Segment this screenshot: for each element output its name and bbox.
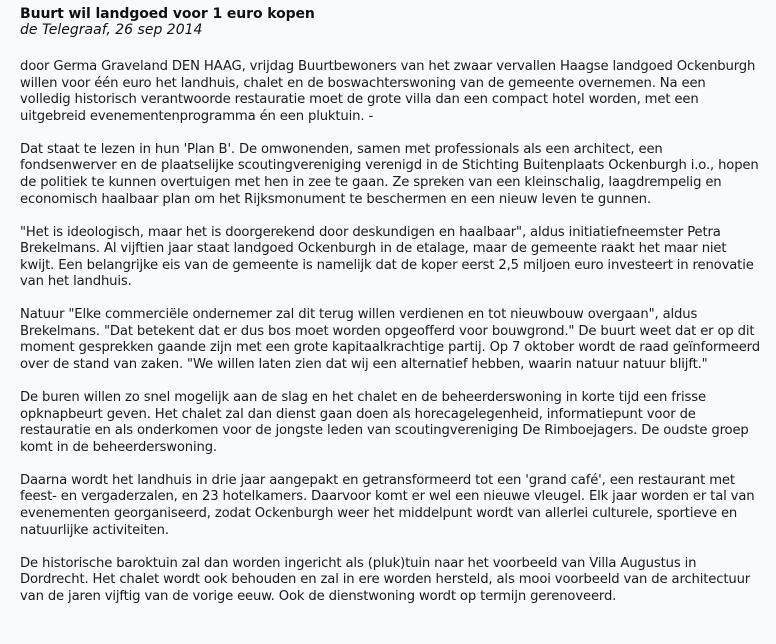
article-paragraph-6: Daarna wordt het landhuis in drie jaar aangepakt en getransformeerd tot een 'grand café', een restaurant met feest- en vergaderzalen, en 23 hotelkamers. Daarvoor komt er wel een nieuwe vleugel. Elk jaar worden er tal van evenementen georganiseerd, zodat Ockenburgh weer het middelpunt wordt van allerlei culturele, sportieve en natuurlijke activiteiten. bbox=[20, 472, 755, 538]
article-paragraph-5: De buren willen zo snel mogelijk aan de slag en het chalet en de beheerderswoning in korte tijd een frisse opknapbeurt geven. Het chalet zal dan dienst gaan doen als horecagelegenheid, informatiepunt voor de restauratie en als onderkomen voor de jongste leden van scoutingvereniging De Rimboejagers. De oudste groep komt in de beheerderswoning. bbox=[20, 390, 749, 455]
article-paragraph-4: Natuur "Elke commerciële ondernemer zal dit terug willen verdienen en tot nieuwbouw overgaan", aldus Brekelmans. "Dat betekent dat er dus bos moet worden opgeofferd voor bouwgrond." De buurt weet dat er op dit moment gesprekken gaande zijn met een grote kapitaalkrachtige partij. Op 7 oktober wordt de raad geïnformeerd over de stand van zaken. "We willen laten zien dat wij een alternatief hebben, waarin natuur natuur blijft." bbox=[20, 307, 760, 373]
article-byline: de Telegraaf, 26 sep 2014 bbox=[20, 22, 203, 38]
article-paragraph-2: Dat staat te lezen in hun 'Plan B'. De omwonenden, samen met professionals als een architect, een fondsenwerver en de plaatselijke scoutingvereniging verenigd in de Stichting Buitenplaats Ockenburgh i.o., hopen de politiek te kunnen overtuigen met hen in zee te gaan. Ze spreken van een kleinschalig, laagdrempelig en economisch haalbaar plan om het Rijksmonument te beschermen en een nieuw leven te gunnen. bbox=[20, 141, 759, 207]
article-paragraph-7: De historische baroktuin zal dan worden ingericht als (pluk)tuin naar het voorbeeld van Villa Augustus in Dordrecht. Het chalet wordt ook behouden en zal in ere worden hersteld, als mooi voorbeeld van de architectuur van de jaren vijftig van de vorige eeuw. Ook de dienstwoning wordt op termijn gerenoveerd. bbox=[20, 555, 751, 604]
article-paragraph-3: "Het is ideologisch, maar het is doorgerekend door deskundigen en haalbaar", aldus initiatiefneemster Petra Brekelmans. Al vijftien jaar staat landgoed Ockenburgh in de etalage, maar de gemeente raakt het maar niet kwijt. Een belangrijke eis van de gemeente is namelijk dat de koper eerst 2,5 miljoen euro investeert in renovatie van het landhuis. bbox=[20, 224, 754, 290]
article-paragraph-1: door Germa Graveland DEN HAAG, vrijdag Buurtbewoners van het zwaar vervallen Haagse landgoed Ockenburgh willen voor één euro het landhuis, chalet en de boswachterswoning van de gemeente overnemen. Na een volledig historisch verantwoorde restauratie moet de grote villa dan een compact hotel worden, met een uitgebreid evenementenprogramma én een pluktuin. - bbox=[20, 59, 756, 124]
article-headline: Buurt wil landgoed voor 1 euro kopen bbox=[20, 6, 315, 22]
